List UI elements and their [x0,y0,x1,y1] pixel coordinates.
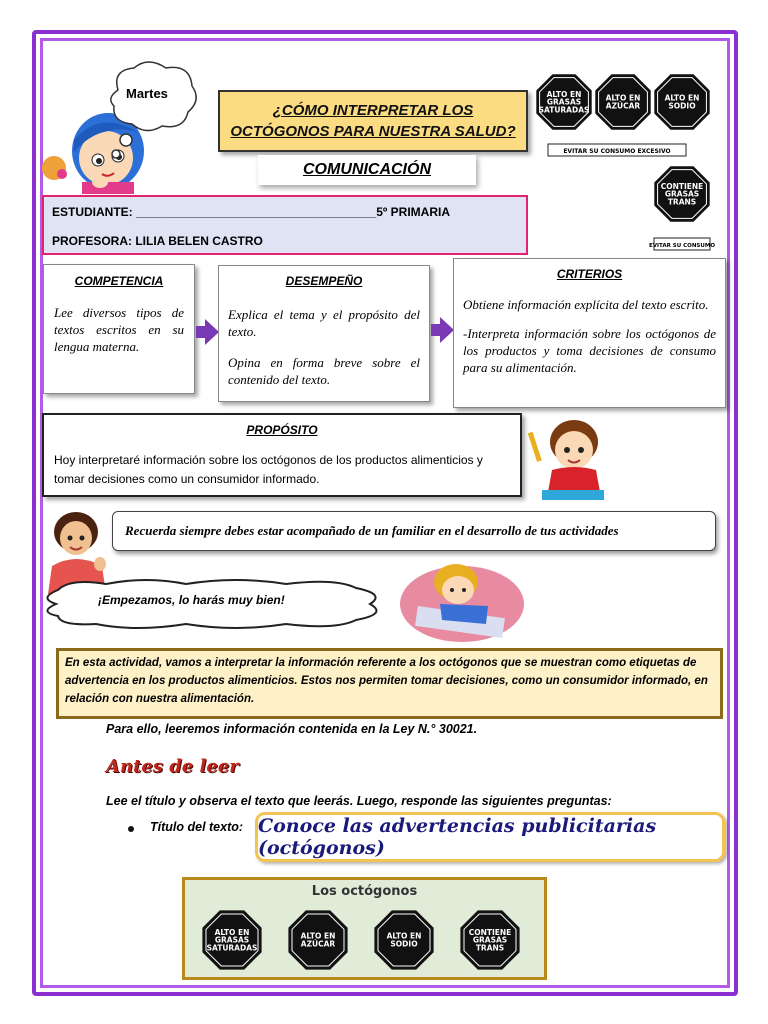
desempeno-text-2: Opina en forma breve sobre el contenido del texto. [228,355,420,387]
subject-title: COMUNICACIÓN [258,155,476,185]
warning-consumo-small-text: EVITAR SU CONSUMO [648,243,716,249]
octagon-icon-label: ALTO EN SODIO [386,931,422,949]
warning-octagons-top [534,64,730,254]
warning-octagon-icon-label: ALTO EN AZÚCAR [605,93,641,111]
warning-octagon-icon-label: ALTO EN GRASAS SATURADAS [538,89,590,115]
title-line1: ¿CÓMO INTERPRETAR LOS [272,102,474,119]
student-label: ESTUDIANTE: ____________________________________5º PRIMARIA [52,205,450,219]
criterios-text-1: Obtiene información explícita del texto escrito. [463,297,709,312]
thought-bubble [104,60,200,164]
desempeno-text-1: Explica el tema y el propósito del texto. [228,307,420,339]
activity-text: En esta actividad, vamos a interpretar la información referente a los octógonos que se muestran como etiquetas de advertencia en los productos alimenticios. Estos nos permiten tomar decisiones, como un consumidor informado, en relación con nuestra alimentación. [65,657,708,705]
titulo-texto-box [255,812,725,862]
teacher-label: PROFESORA: LILIA BELEN CASTRO [52,234,263,248]
competencia-text: Lee diversos tipos de textos escritos en su lengua materna. [54,305,184,354]
student-writing-illustration [396,554,528,646]
octagons-row [199,907,535,973]
octagons-heading: Los octógonos [311,884,418,899]
criterios-title: CRITERIOS [556,267,623,281]
proposito-box [42,413,522,497]
ley-text: Para ello, leeremos información contenida en la Ley N.° 30021. [106,722,478,736]
day-label: Martes [126,86,168,101]
arrow-right-icon [205,319,219,345]
octagon-icon-label: ALTO EN GRASAS SATURADAS [206,927,258,953]
proposito-title: PROPÓSITO [246,423,318,437]
boy-reading-illustration [526,410,614,506]
warning-consumo-text: EVITAR SU CONSUMO EXCESIVO [563,148,671,155]
desempeno-card [218,265,430,402]
instruction-text: Lee el título y observa el texto que leerás. Luego, responde las siguientes preguntas: [106,794,612,808]
trans-fat-octagon-icon-label: CONTIENE GRASAS TRANS [660,181,704,207]
titulo-texto-value: Conoce las advertencias publicitarias (octógonos) [258,815,657,859]
octagons-panel [182,877,547,980]
student-info-box [42,195,528,255]
main-title [218,90,528,152]
activity-box [56,648,723,719]
antes-heading: Antes de leer [106,756,239,777]
warning-octagon-icon-label: ALTO EN SODIO [664,93,700,111]
arrow-right-icon [440,317,454,343]
criterios-text-2: -Interpreta información sobre los octógonos de los productos y toma decisiones de consumo para su alimentación. [463,326,716,375]
cloud-text: ¡Empezamos, lo harás muy bien! [98,593,285,607]
titulo-label: Título del texto: [150,820,244,834]
desempeno-title: DESEMPEÑO [285,274,363,288]
bullet-icon [128,826,134,832]
competencia-card [43,264,195,394]
octagon-icon-label: CONTIENE GRASAS TRANS [468,927,512,953]
proposito-text: Hoy interpretaré información sobre los octógonos de los productos alimenticios y tomar decisiones como un consumidor informado. [54,453,483,486]
reminder-text: Recuerda siempre debes estar acompañado de un familiar en el desarrollo de tus actividades [125,523,619,538]
reminder-box [112,511,716,551]
title-line2: OCTÓGONOS PARA NUESTRA SALUD? [230,123,516,140]
octagon-icon-label: ALTO EN AZÚCAR [300,931,336,949]
competencia-title: COMPETENCIA [74,274,164,288]
criterios-card [453,258,726,408]
